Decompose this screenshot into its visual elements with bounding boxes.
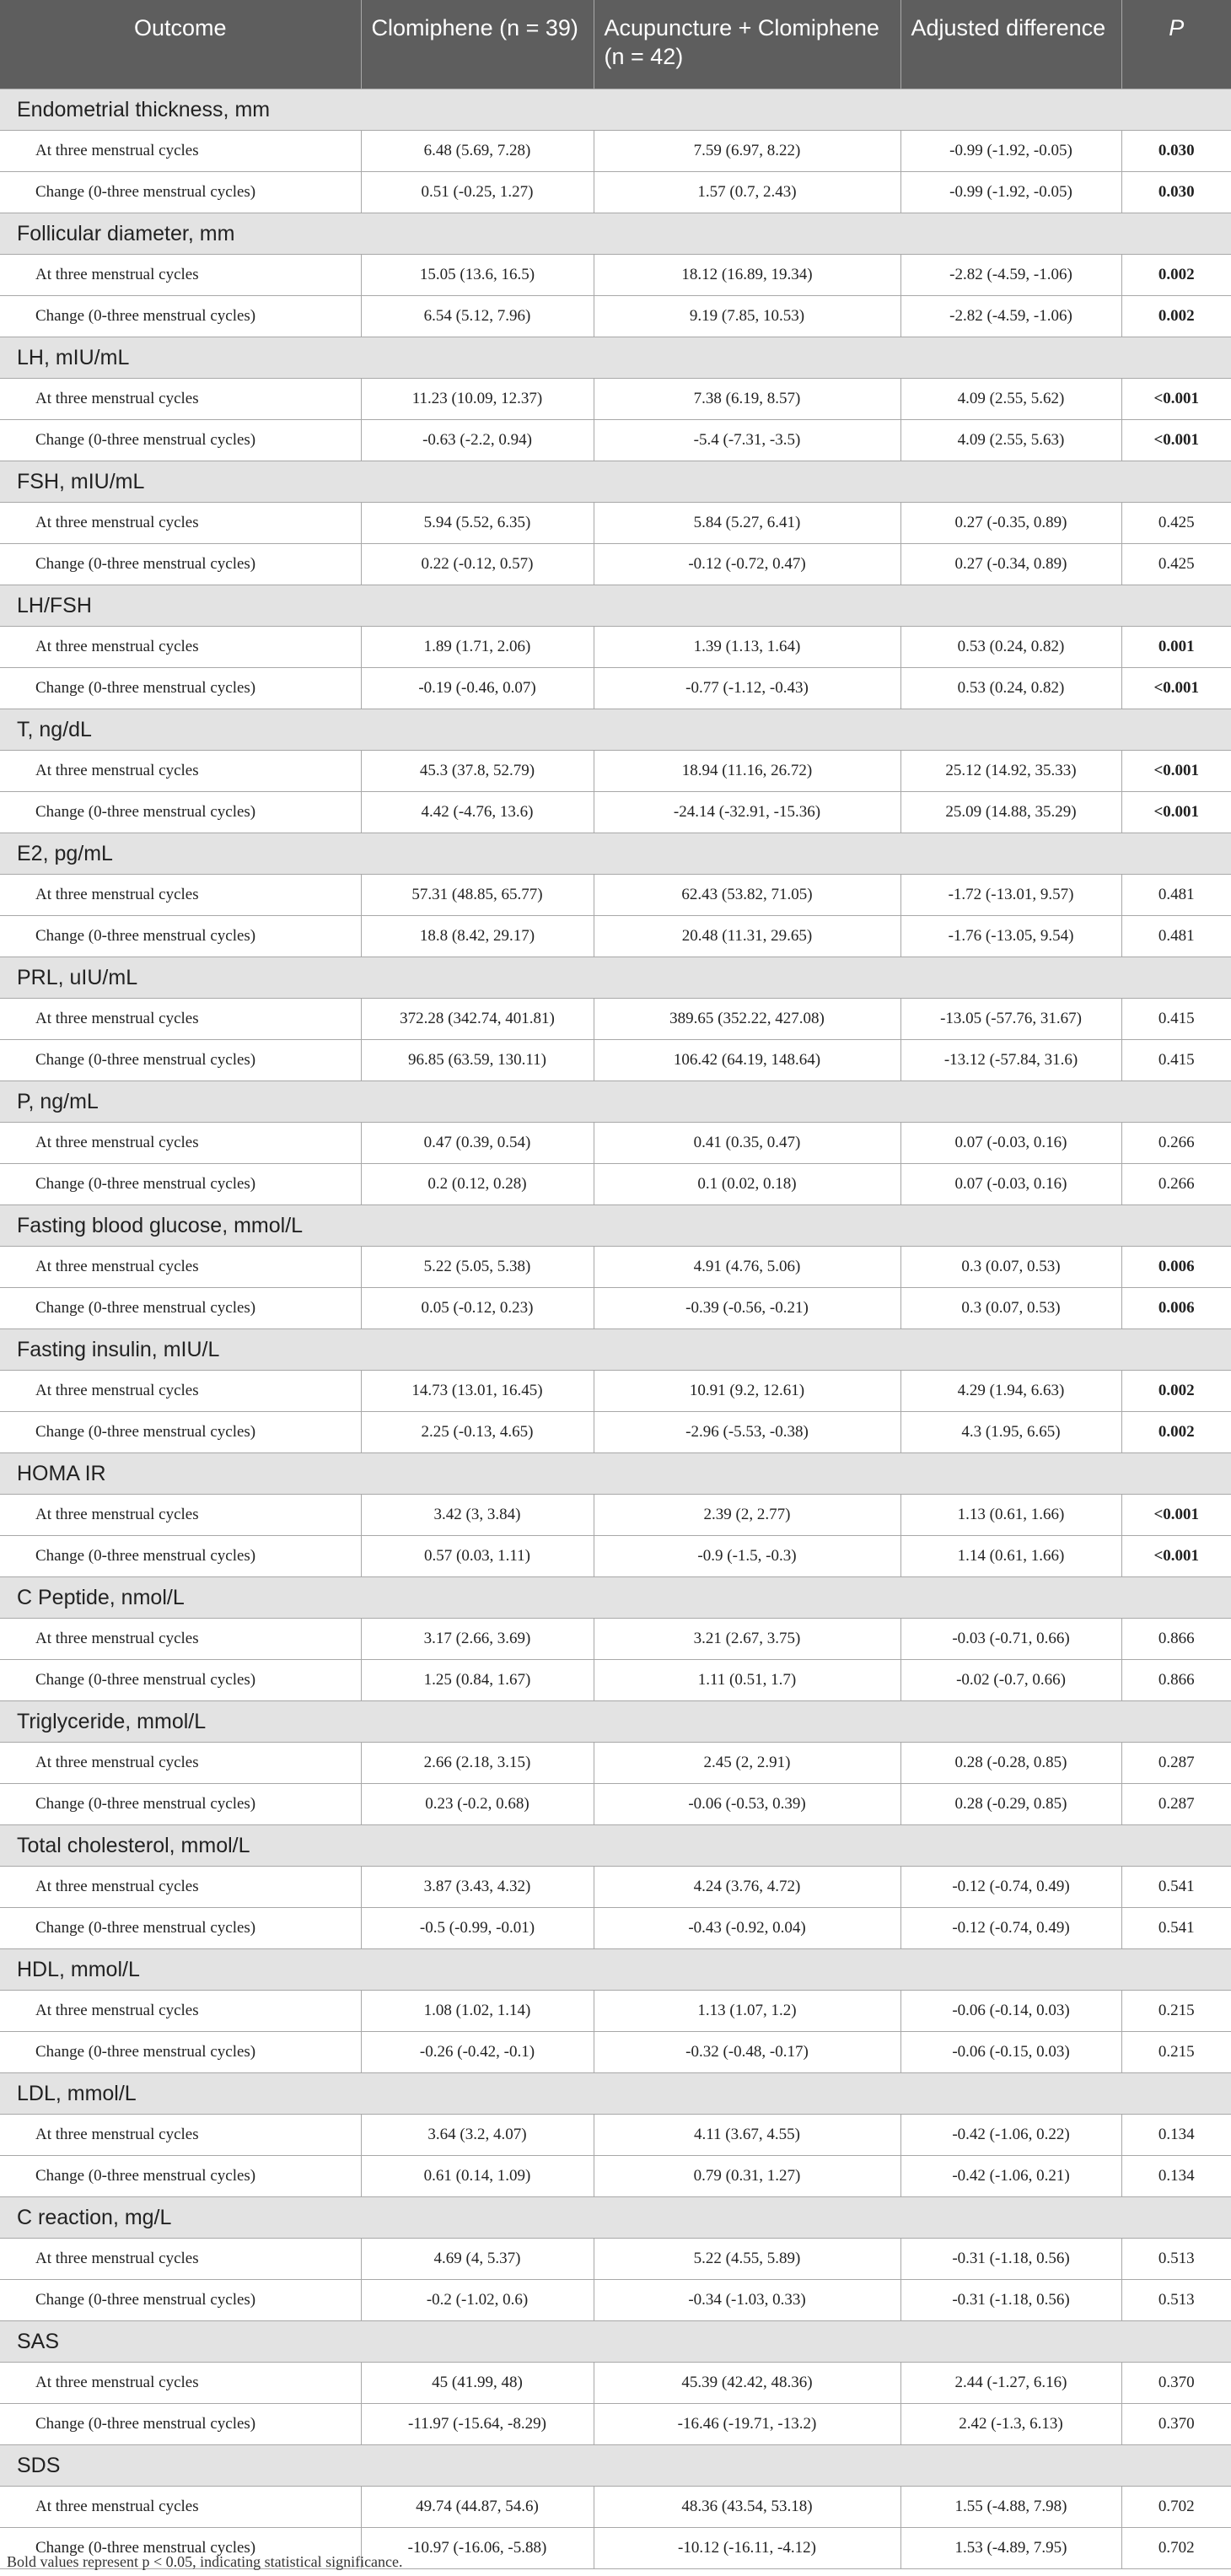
row-label: At three menstrual cycles (0, 1743, 361, 1784)
section-row (0, 2445, 1231, 2487)
acupuncture-clomiphene-value: 2.45 (2, 2.91) (594, 1743, 900, 1784)
table-row (0, 916, 1231, 957)
table-row (0, 420, 1231, 461)
adjusted-difference-value: -0.06 (-0.14, 0.03) (900, 1991, 1121, 2032)
table-row (0, 2032, 1231, 2073)
adjusted-difference-value: 4.29 (1.94, 6.63) (900, 1371, 1121, 1412)
acupuncture-clomiphene-value: 0.41 (0.35, 0.47) (594, 1123, 900, 1164)
row-label: Change (0-three menstrual cycles) (0, 2280, 361, 2321)
clomiphene-value: -0.26 (-0.42, -0.1) (361, 2032, 594, 2073)
clomiphene-value: -0.2 (-1.02, 0.6) (361, 2280, 594, 2321)
section-title: HOMA IR (0, 1453, 1231, 1495)
table-row (0, 1288, 1231, 1329)
table-row (0, 1164, 1231, 1205)
adjusted-difference-value: 1.14 (0.61, 1.66) (900, 1536, 1121, 1577)
section-row (0, 1701, 1231, 1743)
header-adjusted-difference: Adjusted difference (900, 0, 1121, 89)
table-row (0, 1536, 1231, 1577)
adjusted-difference-value: 4.09 (2.55, 5.62) (900, 379, 1121, 420)
acupuncture-clomiphene-value: -2.96 (-5.53, -0.38) (594, 1412, 900, 1453)
table-row (0, 255, 1231, 296)
adjusted-difference-value: 1.55 (-4.88, 7.98) (900, 2487, 1121, 2528)
row-label: At three menstrual cycles (0, 751, 361, 792)
row-label: At three menstrual cycles (0, 1991, 361, 2032)
table-row (0, 2487, 1231, 2528)
acupuncture-clomiphene-value: -5.4 (-7.31, -3.5) (594, 420, 900, 461)
adjusted-difference-value: 0.53 (0.24, 0.82) (900, 668, 1121, 709)
adjusted-difference-value: 1.13 (0.61, 1.66) (900, 1495, 1121, 1536)
clomiphene-value: 0.05 (-0.12, 0.23) (361, 1288, 594, 1329)
adjusted-difference-value: 0.3 (0.07, 0.53) (900, 1288, 1121, 1329)
row-label: Change (0-three menstrual cycles) (0, 1040, 361, 1081)
p-value: 0.006 (1121, 1247, 1231, 1288)
table-row (0, 2404, 1231, 2445)
section-row (0, 1825, 1231, 1867)
row-label: At three menstrual cycles (0, 131, 361, 172)
clomiphene-value: 45.3 (37.8, 52.79) (361, 751, 594, 792)
row-label: Change (0-three menstrual cycles) (0, 916, 361, 957)
row-label: Change (0-three menstrual cycles) (0, 172, 361, 213)
section-title: Endometrial thickness, mm (0, 89, 1231, 131)
table-row (0, 1247, 1231, 1288)
table-footnote: Bold values represent p < 0.05, indicating statistical significance. (7, 2553, 403, 2570)
section-row (0, 213, 1231, 255)
row-label: At three menstrual cycles (0, 2363, 361, 2404)
clomiphene-value: 6.54 (5.12, 7.96) (361, 296, 594, 337)
section-row (0, 1453, 1231, 1495)
clomiphene-value: 1.25 (0.84, 1.67) (361, 1660, 594, 1701)
row-label: At three menstrual cycles (0, 627, 361, 668)
table-row (0, 1371, 1231, 1412)
clomiphene-value: 4.69 (4, 5.37) (361, 2239, 594, 2280)
row-label: At three menstrual cycles (0, 1247, 361, 1288)
table-row (0, 668, 1231, 709)
row-label: Change (0-three menstrual cycles) (0, 792, 361, 833)
adjusted-difference-value: 4.09 (2.55, 5.63) (900, 420, 1121, 461)
adjusted-difference-value: 2.42 (-1.3, 6.13) (900, 2404, 1121, 2445)
adjusted-difference-value: -2.82 (-4.59, -1.06) (900, 296, 1121, 337)
acupuncture-clomiphene-value: 10.91 (9.2, 12.61) (594, 1371, 900, 1412)
p-value: <0.001 (1121, 379, 1231, 420)
clomiphene-value: 3.42 (3, 3.84) (361, 1495, 594, 1536)
table-row (0, 1660, 1231, 1701)
clomiphene-value: 45 (41.99, 48) (361, 2363, 594, 2404)
p-value: 0.425 (1121, 544, 1231, 585)
section-title: Fasting insulin, mIU/L (0, 1329, 1231, 1371)
adjusted-difference-value: -0.99 (-1.92, -0.05) (900, 131, 1121, 172)
table-row (0, 2363, 1231, 2404)
section-title: T, ng/dL (0, 709, 1231, 751)
p-value: 0.266 (1121, 1164, 1231, 1205)
section-title: C reaction, mg/L (0, 2197, 1231, 2239)
clomiphene-value: 15.05 (13.6, 16.5) (361, 255, 594, 296)
table-row (0, 131, 1231, 172)
section-title: P, ng/mL (0, 1081, 1231, 1123)
acupuncture-clomiphene-value: -0.43 (-0.92, 0.04) (594, 1908, 900, 1949)
section-title: Follicular diameter, mm (0, 213, 1231, 255)
p-value: <0.001 (1121, 792, 1231, 833)
adjusted-difference-value: -2.82 (-4.59, -1.06) (900, 255, 1121, 296)
p-value: 0.030 (1121, 172, 1231, 213)
row-label: At three menstrual cycles (0, 875, 361, 916)
section-row (0, 2197, 1231, 2239)
acupuncture-clomiphene-value: 5.22 (4.55, 5.89) (594, 2239, 900, 2280)
section-title: LH, mIU/mL (0, 337, 1231, 379)
p-value: 0.866 (1121, 1660, 1231, 1701)
adjusted-difference-value: -0.42 (-1.06, 0.22) (900, 2115, 1121, 2156)
acupuncture-clomiphene-value: 2.39 (2, 2.77) (594, 1495, 900, 1536)
adjusted-difference-value: 25.12 (14.92, 35.33) (900, 751, 1121, 792)
row-label: At three menstrual cycles (0, 379, 361, 420)
acupuncture-clomiphene-value: 18.12 (16.89, 19.34) (594, 255, 900, 296)
acupuncture-clomiphene-value: 20.48 (11.31, 29.65) (594, 916, 900, 957)
row-label: Change (0-three menstrual cycles) (0, 1412, 361, 1453)
acupuncture-clomiphene-value: 48.36 (43.54, 53.18) (594, 2487, 900, 2528)
p-value: <0.001 (1121, 1536, 1231, 1577)
row-label: At three menstrual cycles (0, 255, 361, 296)
acupuncture-clomiphene-value: 45.39 (42.42, 48.36) (594, 2363, 900, 2404)
acupuncture-clomiphene-value: -0.34 (-1.03, 0.33) (594, 2280, 900, 2321)
section-title: Total cholesterol, mmol/L (0, 1825, 1231, 1867)
p-value: 0.134 (1121, 2115, 1231, 2156)
adjusted-difference-value: -0.12 (-0.74, 0.49) (900, 1908, 1121, 1949)
row-label: Change (0-three menstrual cycles) (0, 1288, 361, 1329)
acupuncture-clomiphene-value: 7.38 (6.19, 8.57) (594, 379, 900, 420)
acupuncture-clomiphene-value: 1.11 (0.51, 1.7) (594, 1660, 900, 1701)
clomiphene-value: -0.63 (-2.2, 0.94) (361, 420, 594, 461)
clomiphene-value: 96.85 (63.59, 130.11) (361, 1040, 594, 1081)
table-body (0, 89, 1231, 2569)
adjusted-difference-value: 0.53 (0.24, 0.82) (900, 627, 1121, 668)
adjusted-difference-value: 0.3 (0.07, 0.53) (900, 1247, 1121, 1288)
adjusted-difference-value: -0.42 (-1.06, 0.21) (900, 2156, 1121, 2197)
row-label: Change (0-three menstrual cycles) (0, 2156, 361, 2197)
acupuncture-clomiphene-value: 1.57 (0.7, 2.43) (594, 172, 900, 213)
row-label: At three menstrual cycles (0, 1867, 361, 1908)
adjusted-difference-value: 4.3 (1.95, 6.65) (900, 1412, 1121, 1453)
p-value: <0.001 (1121, 668, 1231, 709)
adjusted-difference-value: -1.72 (-13.01, 9.57) (900, 875, 1121, 916)
row-label: Change (0-three menstrual cycles) (0, 2032, 361, 2073)
adjusted-difference-value: -0.03 (-0.71, 0.66) (900, 1619, 1121, 1660)
row-label: Change (0-three menstrual cycles) (0, 1536, 361, 1577)
p-value: 0.481 (1121, 875, 1231, 916)
clomiphene-value: 3.64 (3.2, 4.07) (361, 2115, 594, 2156)
p-value: 0.702 (1121, 2528, 1231, 2569)
row-label: Change (0-three menstrual cycles) (0, 1784, 361, 1825)
acupuncture-clomiphene-value: 1.13 (1.07, 1.2) (594, 1991, 900, 2032)
row-label: Change (0-three menstrual cycles) (0, 544, 361, 585)
header-row (0, 0, 1231, 89)
section-row (0, 2321, 1231, 2363)
clomiphene-value: 18.8 (8.42, 29.17) (361, 916, 594, 957)
acupuncture-clomiphene-value: -0.77 (-1.12, -0.43) (594, 668, 900, 709)
p-value: <0.001 (1121, 420, 1231, 461)
table-row (0, 544, 1231, 585)
row-label: At three menstrual cycles (0, 503, 361, 544)
clomiphene-value: 1.08 (1.02, 1.14) (361, 1991, 594, 2032)
table-row (0, 2239, 1231, 2280)
acupuncture-clomiphene-value: -0.9 (-1.5, -0.3) (594, 1536, 900, 1577)
p-value: 0.002 (1121, 1412, 1231, 1453)
adjusted-difference-value: -0.31 (-1.18, 0.56) (900, 2280, 1121, 2321)
section-row (0, 709, 1231, 751)
clomiphene-value: 2.66 (2.18, 3.15) (361, 1743, 594, 1784)
acupuncture-clomiphene-value: 18.94 (11.16, 26.72) (594, 751, 900, 792)
clomiphene-value: 4.42 (-4.76, 13.6) (361, 792, 594, 833)
clomiphene-value: 5.22 (5.05, 5.38) (361, 1247, 594, 1288)
adjusted-difference-value: 0.28 (-0.28, 0.85) (900, 1743, 1121, 1784)
row-label: At three menstrual cycles (0, 1619, 361, 1660)
adjusted-difference-value: 0.07 (-0.03, 0.16) (900, 1164, 1121, 1205)
acupuncture-clomiphene-value: -24.14 (-32.91, -15.36) (594, 792, 900, 833)
acupuncture-clomiphene-value: -10.12 (-16.11, -4.12) (594, 2528, 900, 2569)
section-row (0, 1949, 1231, 1991)
section-row (0, 337, 1231, 379)
adjusted-difference-value: -0.02 (-0.7, 0.66) (900, 1660, 1121, 1701)
row-label: Change (0-three menstrual cycles) (0, 420, 361, 461)
table-header (0, 0, 1231, 89)
p-value: 0.541 (1121, 1908, 1231, 1949)
p-value: 0.030 (1121, 131, 1231, 172)
clomiphene-value: 6.48 (5.69, 7.28) (361, 131, 594, 172)
adjusted-difference-value: -13.12 (-57.84, 31.6) (900, 1040, 1121, 1081)
row-label: Change (0-three menstrual cycles) (0, 2528, 361, 2569)
acupuncture-clomiphene-value: 62.43 (53.82, 71.05) (594, 875, 900, 916)
p-value: 0.415 (1121, 999, 1231, 1040)
p-value: 0.002 (1121, 1371, 1231, 1412)
header-p-value: P (1121, 0, 1231, 89)
section-title: LH/FSH (0, 585, 1231, 627)
clomiphene-value: 372.28 (342.74, 401.81) (361, 999, 594, 1040)
table-row (0, 999, 1231, 1040)
table-row (0, 1867, 1231, 1908)
row-label: Change (0-three menstrual cycles) (0, 668, 361, 709)
acupuncture-clomiphene-value: 3.21 (2.67, 3.75) (594, 1619, 900, 1660)
clomiphene-value: 0.51 (-0.25, 1.27) (361, 172, 594, 213)
adjusted-difference-value: 0.27 (-0.35, 0.89) (900, 503, 1121, 544)
p-value: 0.513 (1121, 2280, 1231, 2321)
section-row (0, 1577, 1231, 1619)
table-row (0, 2156, 1231, 2197)
row-label: At three menstrual cycles (0, 2115, 361, 2156)
clomiphene-value: -11.97 (-15.64, -8.29) (361, 2404, 594, 2445)
p-value: 0.370 (1121, 2363, 1231, 2404)
header-outcome: Outcome (0, 0, 361, 89)
table-row (0, 1412, 1231, 1453)
acupuncture-clomiphene-value: 4.24 (3.76, 4.72) (594, 1867, 900, 1908)
clomiphene-value: 5.94 (5.52, 6.35) (361, 503, 594, 544)
clomiphene-value: -10.97 (-16.06, -5.88) (361, 2528, 594, 2569)
table-row (0, 379, 1231, 420)
table-row (0, 503, 1231, 544)
row-label: Change (0-three menstrual cycles) (0, 296, 361, 337)
section-row (0, 1205, 1231, 1247)
section-row (0, 1329, 1231, 1371)
acupuncture-clomiphene-value: 9.19 (7.85, 10.53) (594, 296, 900, 337)
row-label: Change (0-three menstrual cycles) (0, 2404, 361, 2445)
adjusted-difference-value: 1.53 (-4.89, 7.95) (900, 2528, 1121, 2569)
acupuncture-clomiphene-value: -0.12 (-0.72, 0.47) (594, 544, 900, 585)
acupuncture-clomiphene-value: 0.1 (0.02, 0.18) (594, 1164, 900, 1205)
section-title: SDS (0, 2445, 1231, 2487)
p-value: 0.215 (1121, 2032, 1231, 2073)
adjusted-difference-value: 0.27 (-0.34, 0.89) (900, 544, 1121, 585)
acupuncture-clomiphene-value: -0.32 (-0.48, -0.17) (594, 2032, 900, 2073)
acupuncture-clomiphene-value: -16.46 (-19.71, -13.2) (594, 2404, 900, 2445)
clomiphene-value: 0.22 (-0.12, 0.57) (361, 544, 594, 585)
header-acupuncture-clomiphene: Acupuncture + Clomiphene (n = 42) (594, 0, 900, 89)
acupuncture-clomiphene-value: 1.39 (1.13, 1.64) (594, 627, 900, 668)
section-title: E2, pg/mL (0, 833, 1231, 875)
p-value: 0.002 (1121, 255, 1231, 296)
p-value: 0.287 (1121, 1784, 1231, 1825)
clomiphene-value: 0.57 (0.03, 1.11) (361, 1536, 594, 1577)
adjusted-difference-value: 25.09 (14.88, 35.29) (900, 792, 1121, 833)
table-row (0, 1991, 1231, 2032)
p-value: 0.541 (1121, 1867, 1231, 1908)
clomiphene-value: 0.23 (-0.2, 0.68) (361, 1784, 594, 1825)
section-row (0, 2073, 1231, 2115)
adjusted-difference-value: 0.07 (-0.03, 0.16) (900, 1123, 1121, 1164)
adjusted-difference-value: 2.44 (-1.27, 6.16) (900, 2363, 1121, 2404)
p-value: <0.001 (1121, 751, 1231, 792)
clomiphene-value: 49.74 (44.87, 54.6) (361, 2487, 594, 2528)
section-row (0, 585, 1231, 627)
adjusted-difference-value: -0.12 (-0.74, 0.49) (900, 1867, 1121, 1908)
row-label: At three menstrual cycles (0, 1123, 361, 1164)
p-value: 0.215 (1121, 1991, 1231, 2032)
table-row (0, 2280, 1231, 2321)
acupuncture-clomiphene-value: 4.11 (3.67, 4.55) (594, 2115, 900, 2156)
p-value: 0.481 (1121, 916, 1231, 957)
section-row (0, 833, 1231, 875)
table-row (0, 1619, 1231, 1660)
p-value: 0.134 (1121, 2156, 1231, 2197)
table-row (0, 1908, 1231, 1949)
section-title: LDL, mmol/L (0, 2073, 1231, 2115)
row-label: At three menstrual cycles (0, 1371, 361, 1412)
clomiphene-value: 11.23 (10.09, 12.37) (361, 379, 594, 420)
clomiphene-value: 0.2 (0.12, 0.28) (361, 1164, 594, 1205)
p-value: 0.425 (1121, 503, 1231, 544)
acupuncture-clomiphene-value: 0.79 (0.31, 1.27) (594, 2156, 900, 2197)
p-value: 0.702 (1121, 2487, 1231, 2528)
clomiphene-value: 0.47 (0.39, 0.54) (361, 1123, 594, 1164)
adjusted-difference-value: 0.28 (-0.29, 0.85) (900, 1784, 1121, 1825)
acupuncture-clomiphene-value: 106.42 (64.19, 148.64) (594, 1040, 900, 1081)
clomiphene-value: 2.25 (-0.13, 4.65) (361, 1412, 594, 1453)
clomiphene-value: 1.89 (1.71, 2.06) (361, 627, 594, 668)
row-label: Change (0-three menstrual cycles) (0, 1908, 361, 1949)
acupuncture-clomiphene-value: 389.65 (352.22, 427.08) (594, 999, 900, 1040)
section-title: Fasting blood glucose, mmol/L (0, 1205, 1231, 1247)
row-label: Change (0-three menstrual cycles) (0, 1164, 361, 1205)
table-row (0, 1495, 1231, 1536)
acupuncture-clomiphene-value: 7.59 (6.97, 8.22) (594, 131, 900, 172)
clomiphene-value: 3.87 (3.43, 4.32) (361, 1867, 594, 1908)
header-clomiphene: Clomiphene (n = 39) (361, 0, 594, 89)
section-row (0, 957, 1231, 999)
table-row (0, 627, 1231, 668)
acupuncture-clomiphene-value: 5.84 (5.27, 6.41) (594, 503, 900, 544)
clomiphene-value: 57.31 (48.85, 65.77) (361, 875, 594, 916)
p-value: 0.287 (1121, 1743, 1231, 1784)
p-value: <0.001 (1121, 1495, 1231, 1536)
table-row (0, 172, 1231, 213)
clomiphene-value: 14.73 (13.01, 16.45) (361, 1371, 594, 1412)
p-value: 0.866 (1121, 1619, 1231, 1660)
section-title: HDL, mmol/L (0, 1949, 1231, 1991)
clomiphene-value: -0.19 (-0.46, 0.07) (361, 668, 594, 709)
p-value: 0.415 (1121, 1040, 1231, 1081)
section-title: PRL, uIU/mL (0, 957, 1231, 999)
section-row (0, 461, 1231, 503)
row-label: At three menstrual cycles (0, 2239, 361, 2280)
clomiphene-value: 3.17 (2.66, 3.69) (361, 1619, 594, 1660)
section-row (0, 89, 1231, 131)
section-title: Triglyceride, mmol/L (0, 1701, 1231, 1743)
acupuncture-clomiphene-value: -0.06 (-0.53, 0.39) (594, 1784, 900, 1825)
acupuncture-clomiphene-value: -0.39 (-0.56, -0.21) (594, 1288, 900, 1329)
section-title: FSH, mIU/mL (0, 461, 1231, 503)
row-label: Change (0-three menstrual cycles) (0, 1660, 361, 1701)
adjusted-difference-value: -0.06 (-0.15, 0.03) (900, 2032, 1121, 2073)
section-title: C Peptide, nmol/L (0, 1577, 1231, 1619)
row-label: At three menstrual cycles (0, 999, 361, 1040)
p-value: 0.006 (1121, 1288, 1231, 1329)
adjusted-difference-value: -0.31 (-1.18, 0.56) (900, 2239, 1121, 2280)
p-value: 0.370 (1121, 2404, 1231, 2445)
section-title: SAS (0, 2321, 1231, 2363)
row-label: At three menstrual cycles (0, 1495, 361, 1536)
section-row (0, 1081, 1231, 1123)
table-row (0, 1743, 1231, 1784)
p-value: 0.513 (1121, 2239, 1231, 2280)
table-row (0, 296, 1231, 337)
adjusted-difference-value: -1.76 (-13.05, 9.54) (900, 916, 1121, 957)
p-value: 0.001 (1121, 627, 1231, 668)
table-row (0, 2115, 1231, 2156)
clomiphene-value: -0.5 (-0.99, -0.01) (361, 1908, 594, 1949)
row-label: At three menstrual cycles (0, 2487, 361, 2528)
table-row (0, 1123, 1231, 1164)
p-value: 0.266 (1121, 1123, 1231, 1164)
table-row (0, 1784, 1231, 1825)
table-row (0, 792, 1231, 833)
clomiphene-value: 0.61 (0.14, 1.09) (361, 2156, 594, 2197)
adjusted-difference-value: -13.05 (-57.76, 31.67) (900, 999, 1121, 1040)
table-row (0, 1040, 1231, 1081)
acupuncture-clomiphene-value: 4.91 (4.76, 5.06) (594, 1247, 900, 1288)
table-row (0, 751, 1231, 792)
adjusted-difference-value: -0.99 (-1.92, -0.05) (900, 172, 1121, 213)
table-row (0, 875, 1231, 916)
p-value: 0.002 (1121, 296, 1231, 337)
